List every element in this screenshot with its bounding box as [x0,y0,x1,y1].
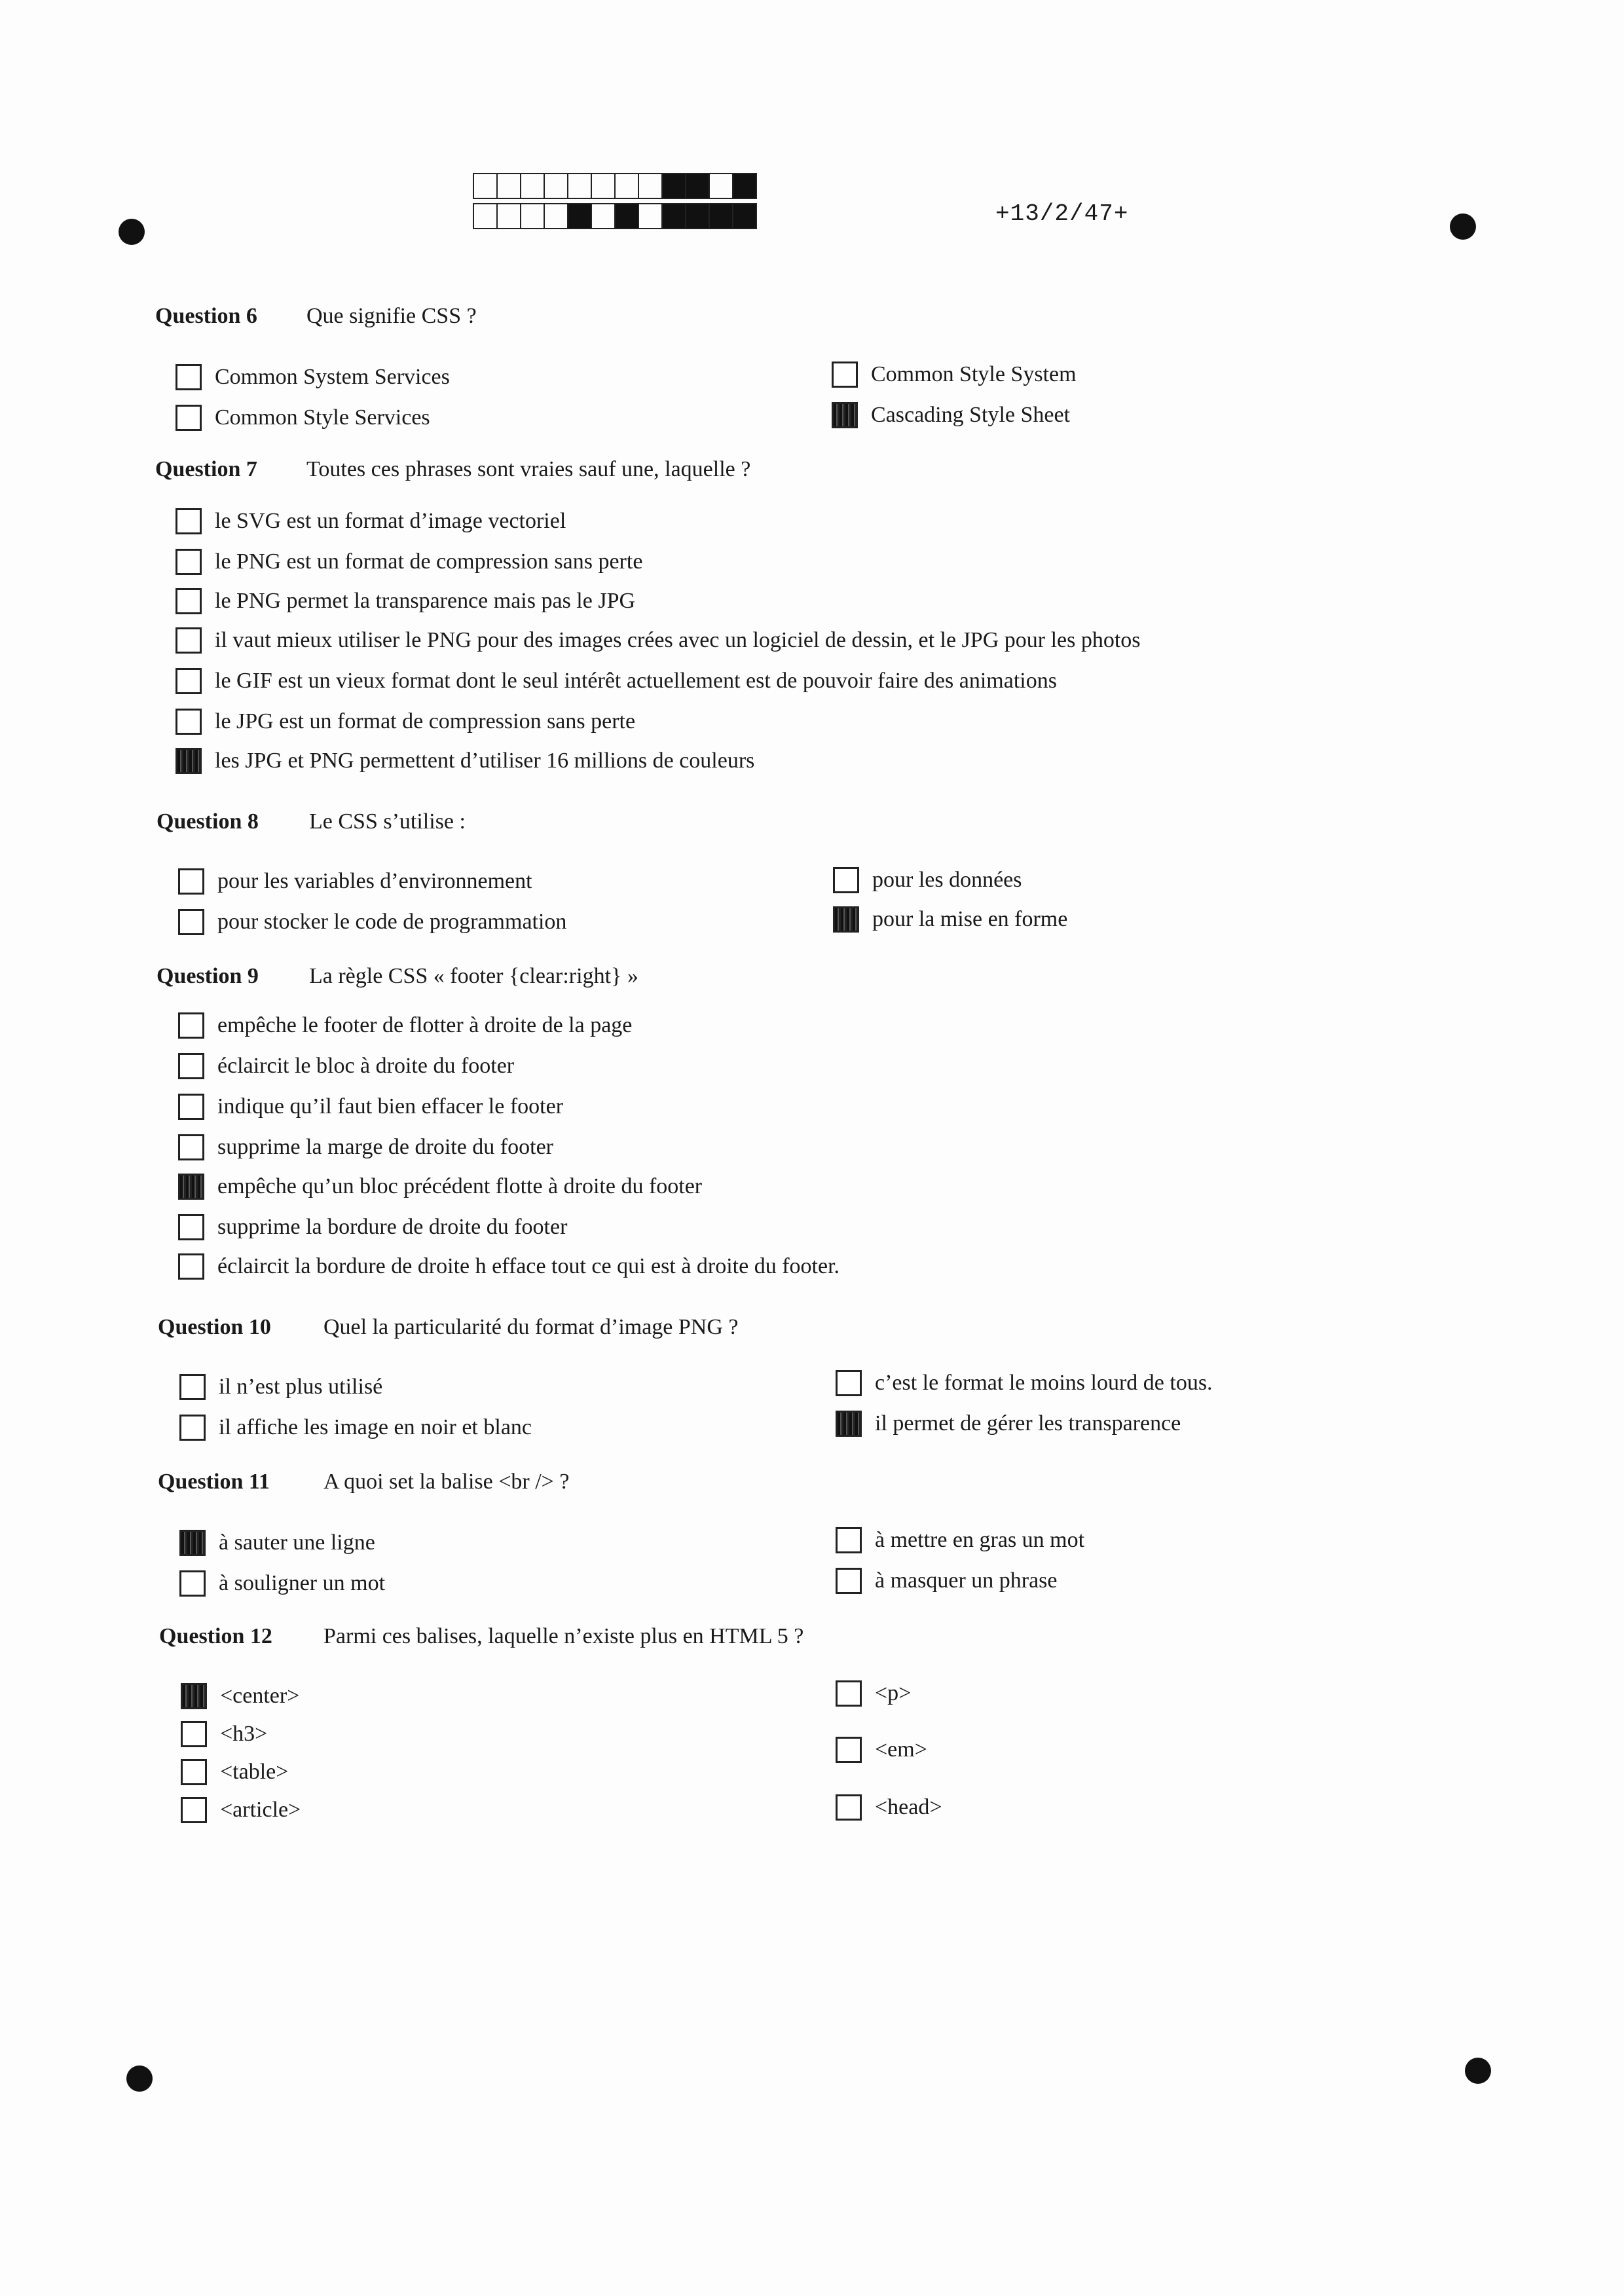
answer-option[interactable] [175,549,642,575]
answer-option[interactable] [178,868,532,895]
answer-option[interactable] [836,1527,1084,1553]
answer-option[interactable] [178,1214,567,1240]
option-label: c’est le format le moins lourd de tous. [875,1371,1213,1395]
option-label: supprime la marge de droite du footer [217,1135,553,1159]
question-8-heading [157,809,466,834]
answer-option[interactable] [175,748,754,774]
id-box [661,203,685,229]
checkbox[interactable] [175,588,202,614]
question-text: Le CSS s’utilise : [309,809,466,834]
option-label: le PNG permet la transparence mais pas le JPG [215,589,636,613]
option-label: à masquer un phrase [875,1568,1058,1593]
checkbox[interactable] [179,1530,206,1556]
option-label: empêche qu’un bloc précédent flotte à droite du footer [217,1174,703,1198]
option-label: supprime la bordure de droite du footer [217,1215,568,1239]
question-number: Question 7 [155,457,257,481]
checkbox[interactable] [175,405,202,431]
question-text: La règle CSS « footer {clear:right} » [309,964,638,988]
sheet-code: +13/2/47+ [995,200,1129,227]
option-label: éclaircit le bloc à droite du footer [217,1054,515,1078]
checkbox[interactable] [836,1680,862,1707]
registration-mark-top-right [1450,213,1476,240]
id-box [544,173,567,199]
id-box [496,203,520,229]
answer-option[interactable] [175,627,1141,654]
id-box [591,203,614,229]
checkbox[interactable] [832,402,858,428]
answer-option[interactable] [836,1794,942,1821]
id-box [638,173,661,199]
option-label: le SVG est un format d’image vectoriel [215,509,566,533]
registration-mark-bottom-left [126,2065,153,2092]
id-box [473,173,496,199]
student-id-row-1 [473,173,757,198]
id-box [732,173,757,199]
question-number: Question 8 [157,809,259,834]
option-label: <head> [875,1795,942,1819]
checkbox[interactable] [178,1174,204,1200]
id-box [591,173,614,199]
checkbox[interactable] [179,1415,206,1441]
checkbox[interactable] [178,909,204,935]
checkbox[interactable] [181,1683,207,1709]
id-box [520,173,544,199]
checkbox[interactable] [181,1721,207,1747]
question-10-heading [158,1315,739,1340]
id-box [496,173,520,199]
checkbox[interactable] [175,549,202,575]
id-box [709,203,732,229]
option-label: <table> [220,1760,289,1784]
option-label: pour la mise en forme [872,907,1068,931]
id-box [614,203,638,229]
checkbox[interactable] [833,906,859,933]
registration-mark-top-left [119,219,145,245]
student-id-row-2 [473,203,757,228]
answer-option[interactable] [175,588,635,614]
id-box [520,203,544,229]
id-box [544,203,567,229]
answer-option[interactable] [175,508,566,534]
question-number: Question 12 [159,1624,272,1648]
answer-option[interactable] [833,867,1022,893]
checkbox[interactable] [175,364,202,390]
option-label: indique qu’il faut bien effacer le footer [217,1094,564,1119]
answer-option[interactable] [175,668,1057,694]
checkbox[interactable] [178,1012,204,1039]
question-number: Question 11 [158,1470,270,1494]
answer-option[interactable] [836,1370,1213,1396]
checkbox[interactable] [175,748,202,774]
option-label: Cascading Style Sheet [871,403,1071,427]
option-label: les JPG et PNG permettent d’utiliser 16 millions de couleurs [215,749,755,773]
answer-option[interactable] [178,1253,840,1280]
answer-option[interactable] [178,1053,514,1079]
answer-option[interactable] [833,906,1067,933]
option-label: pour stocker le code de programmation [217,910,567,934]
option-label: empêche le footer de flotter à droite de la page [217,1013,633,1037]
answer-option[interactable] [836,1737,927,1763]
option-label: Common System Services [215,365,450,389]
question-text: Que signifie CSS ? [306,304,477,328]
answer-option[interactable] [181,1797,301,1823]
question-text: Quel la particularité du format d’image PNG ? [323,1315,739,1339]
id-box [709,173,732,199]
id-box [685,203,709,229]
question-12-heading [159,1624,804,1649]
checkbox[interactable] [178,1214,204,1240]
question-number: Question 9 [157,964,259,988]
answer-option[interactable] [179,1415,532,1441]
answer-option[interactable] [179,1374,382,1400]
answer-option[interactable] [181,1683,299,1709]
id-box [638,203,661,229]
id-box [685,173,709,199]
option-label: Common Style Services [215,405,430,430]
option-label: il n’est plus utilisé [219,1375,383,1399]
option-label: le PNG est un format de compression sans perte [215,549,643,574]
answer-option[interactable] [178,909,566,935]
answer-option[interactable] [836,1680,911,1707]
checkbox[interactable] [836,1737,862,1763]
answer-option[interactable] [832,361,1077,388]
question-text: Parmi ces balises, laquelle n’existe plus en HTML 5 ? [323,1624,804,1648]
option-label: pour les variables d’environnement [217,869,532,893]
option-label: le GIF est un vieux format dont le seul intérêt actuellement est de pouvoir faire des animations [215,669,1057,693]
answer-option[interactable] [832,402,1070,428]
option-label: il vaut mieux utiliser le PNG pour des images crées avec un logiciel de dessin, et le JPG pour les photos [215,628,1141,652]
checkbox[interactable] [833,867,859,893]
checkbox[interactable] [836,1568,862,1594]
option-label: le JPG est un format de compression sans perte [215,709,636,733]
answer-option[interactable] [181,1759,288,1785]
checkbox[interactable] [179,1570,206,1597]
option-label: à mettre en gras un mot [875,1528,1085,1552]
option-label: éclaircit la bordure de droite h efface tout ce qui est à droite du footer. [217,1254,840,1278]
checkbox[interactable] [181,1797,207,1823]
option-label: <h3> [220,1722,268,1746]
question-text: Toutes ces phrases sont vraies sauf une, laquelle ? [306,457,751,481]
id-box [473,203,496,229]
option-label: à souligner un mot [219,1571,386,1595]
checkbox[interactable] [175,709,202,735]
checkbox[interactable] [836,1527,862,1553]
id-box [614,173,638,199]
question-11-heading [158,1470,570,1494]
checkbox[interactable] [178,1253,204,1280]
checkbox[interactable] [178,868,204,895]
option-label: à sauter une ligne [219,1530,375,1555]
checkbox[interactable] [175,627,202,654]
option-label: il affiche les image en noir et blanc [219,1415,532,1439]
id-box [661,173,685,199]
option-label: <em> [875,1737,927,1762]
checkbox[interactable] [175,508,202,534]
answer-option[interactable] [178,1094,563,1120]
checkbox[interactable] [178,1053,204,1079]
question-9-heading [157,964,638,989]
option-label: <article> [220,1798,301,1822]
checkbox[interactable] [836,1411,862,1437]
answer-option[interactable] [178,1134,553,1160]
option-label: <p> [875,1681,912,1705]
answer-option[interactable] [175,405,430,431]
checkbox[interactable] [832,361,858,388]
checkbox[interactable] [836,1794,862,1821]
id-box [567,203,591,229]
option-label: il permet de gérer les transparence [875,1411,1181,1435]
answer-option[interactable] [178,1174,702,1200]
registration-mark-bottom-right [1465,2058,1491,2084]
checkbox[interactable] [178,1094,204,1120]
option-label: Common Style System [871,362,1077,386]
question-6-heading [155,304,477,329]
checkbox[interactable] [179,1374,206,1400]
answer-option[interactable] [178,1012,632,1039]
answer-option[interactable] [836,1411,1181,1437]
checkbox[interactable] [175,668,202,694]
checkbox[interactable] [181,1759,207,1785]
question-number: Question 10 [158,1315,271,1339]
answer-option[interactable] [175,709,635,735]
answer-option[interactable] [181,1721,267,1747]
answer-option[interactable] [179,1530,375,1556]
answer-option[interactable] [175,364,450,390]
answer-option[interactable] [836,1568,1058,1594]
question-7-heading [155,457,751,482]
answer-option[interactable] [179,1570,385,1597]
id-box [732,203,757,229]
checkbox[interactable] [178,1134,204,1160]
id-box [567,173,591,199]
question-number: Question 6 [155,304,257,328]
option-label: pour les données [872,868,1022,892]
checkbox[interactable] [836,1370,862,1396]
question-text: A quoi set la balise <br /> ? [323,1470,570,1494]
option-label: <center> [220,1684,300,1708]
